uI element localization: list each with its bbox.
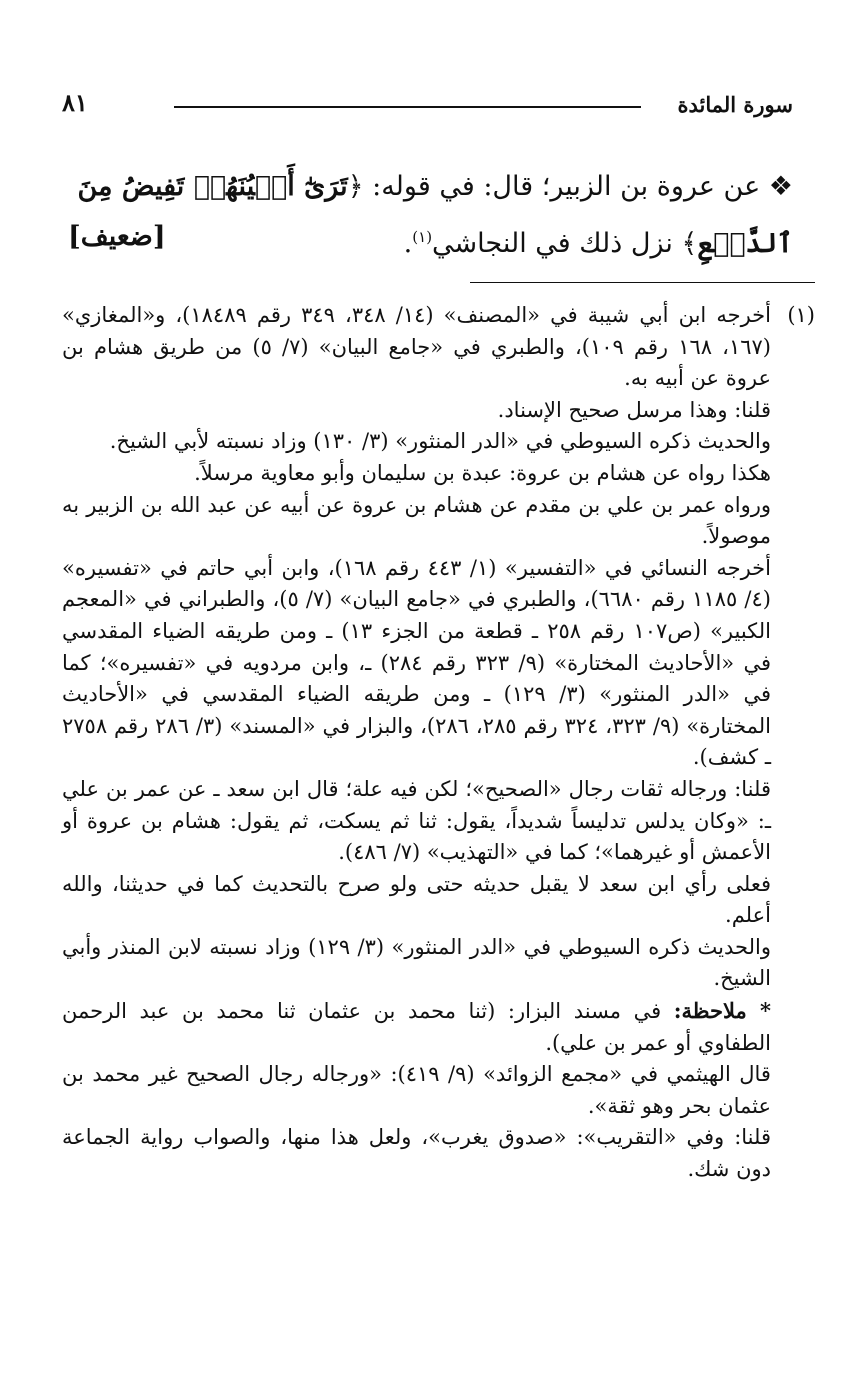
footnote-paragraph: أخرجه النسائي في «التفسير» (١/ ٤٤٣ رقم ١٦٨)، وابن أبي حاتم في «تفسيره» (٤/ ١١٨٥ رقم ٦٦٨٠)، والطبري في «جامع البيان» (٧/ ٥)، والطبراني في «المعجم الكبير» (ص١٠٧ رقم ٢٥٨ ـ قطعة من الجزء ١٣) ـ ومن طريقه الضياء المقدسي في «الأحاديث المختارة» (٩/ ٣٢٣ رقم ٢٨٤) ـ، وابن مردويه في «تفسيره»؛ كما في «الدر المنثور» (٣/ ١٢٩) ـ ومن طريقه الضياء المقدسي في «الأحاديث المختارة» (٩/ ٣٢٣، ٣٢٤ رقم ٢٨٥، ٢٨٦)، والبزار في «المسند» (٣/ ٢٨٦ رقم ٢٧٥٨ ـ كشف). [62, 555, 772, 770]
footnote [62, 300, 815, 1186]
hadith-line-1 [68, 162, 793, 212]
footnote-paragraph: قلنا: وهذا مرسل صحيح الإسناد. [497, 397, 771, 422]
page-number: ٨١ [62, 88, 88, 117]
hadith-tail: ﴾ نزل ذلك في النجاشي [432, 228, 698, 259]
quran-verse-part-2: ٱلدَّمۡعِ [697, 228, 793, 259]
note-text: في مسند البزار: (ثنا محمد بن عثمان ثنا محمد بن عبد الرحمن الطفاوي أو عمر بن علي). [62, 999, 771, 1055]
hadith-end: . [403, 228, 413, 259]
quran-verse-part-1: تَرَىٰٓ أَعۡيُنَهُمۡ تَفِيضُ مِنَ [77, 171, 348, 202]
header-rule [174, 106, 641, 108]
grade-badge: [ضعيف] [68, 221, 166, 252]
hadith-line-2 [68, 212, 793, 262]
footnote-paragraph: فعلى رأي ابن سعد لا يقبل حديثه حتى ولو صرح بالتحديث كما في حديثنا، والله أعلم. [62, 871, 771, 928]
footnote-separator [470, 282, 815, 283]
footnote-paragraph: أخرجه ابن أبي شيبة في «المصنف» (١٤/ ٣٤٨، ٣٤٩ رقم ١٨٤٨٩)، و«المغازي» (١٦٧، ١٦٨ رقم ١٠٩)، والطبري في «جامع البيان» (٧/ ٥) من طريق هشام بن عروة عن أبيه به. [62, 303, 771, 391]
hadith-text [68, 162, 793, 262]
note-paragraph [62, 995, 771, 1059]
page-header [62, 88, 793, 128]
hadith-intro: ❖ عن عروة بن الزبير؛ قال: في قوله: ﴿ [347, 171, 793, 202]
footnote-body [62, 300, 771, 1186]
surah-title: سورة المائدة [677, 92, 793, 117]
footnote-paragraph: والحديث ذكره السيوطي في «الدر المنثور» (٣/ ١٢٩) وزاد نسبته لابن المنذر وأبي الشيخ. [62, 934, 771, 991]
footnote-paragraph: قلنا: ورجاله ثقات رجال «الصحيح»؛ لكن فيه علة؛ قال ابن سعد ـ عن عمر بن علي ـ: «وكان يدلس تدليساً شديداً، يقول: ثنا ثم يسكت، ثم يقول: هشام بن عروة أو الأعمش أو غيرهما»؛ كما في «التهذيب» (٧/ ٤٨٦). [62, 776, 772, 865]
footnote-paragraph: قلنا: وفي «التقريب»: «صدوق يغرب»، ولعل هذا منها، والصواب رواية الجماعة دون شك. [62, 1125, 771, 1182]
note-label: * ملاحظة: [673, 998, 771, 1024]
footnote-paragraph: قال الهيثمي في «مجمع الزوائد» (٩/ ٤١٩): «ورجاله رجال الصحيح غير محمد بن عثمان بحر وهو ثقة». [62, 1062, 771, 1118]
footnote-paragraph: هكذا رواه عن هشام بن عروة: عبدة بن سليمان وأبو معاوية مرسلاً. [194, 460, 771, 485]
footnote-paragraph: والحديث ذكره السيوطي في «الدر المنثور» (٣/ ١٣٠) وزاد نسبته لأبي الشيخ. [109, 429, 771, 454]
footnote-number: (١) [787, 303, 815, 327]
footnote-marker: (١) [412, 228, 433, 246]
footnote-paragraph: ورواه عمر بن علي بن مقدم عن هشام بن عروة عن أبيه عن عبد الله بن الزبير به موصولاً. [62, 492, 771, 549]
